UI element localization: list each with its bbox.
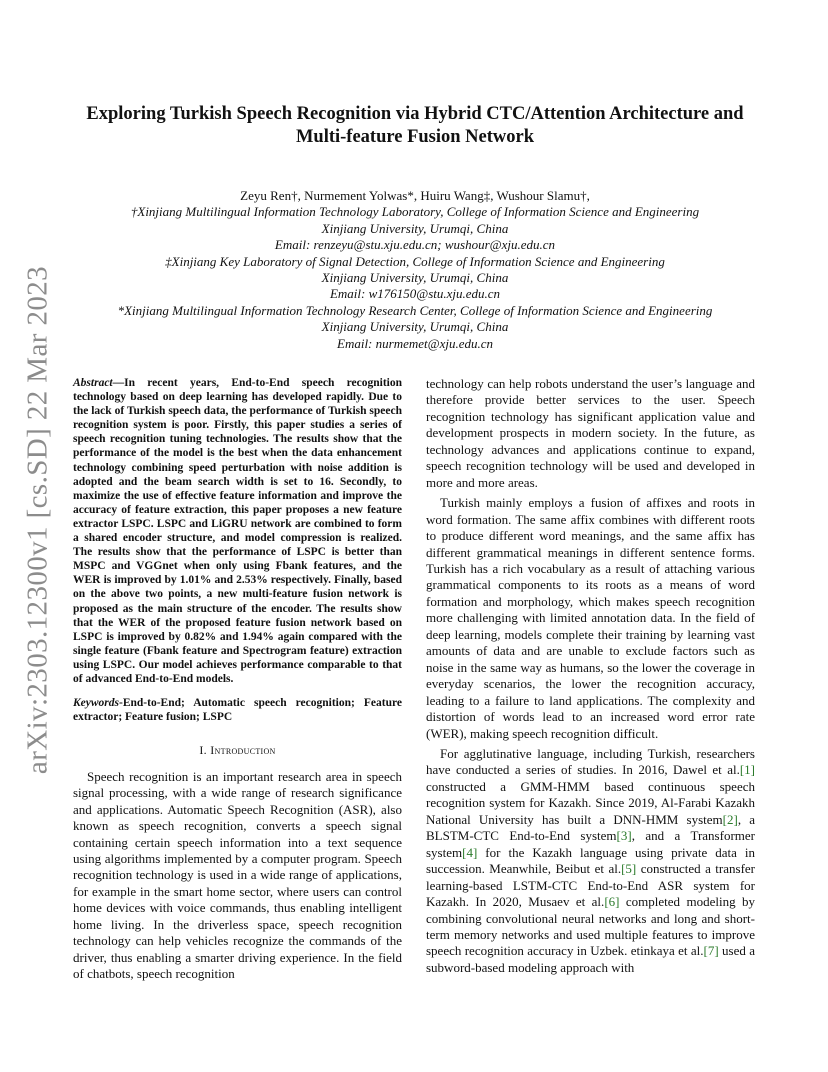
affiliation-line: *Xinjiang Multilingual Information Technology Research Center, College of Information Science and Engineering <box>117 302 713 318</box>
citation-link[interactable]: [5] <box>621 861 637 877</box>
body-paragraph-citations: For agglutinative language, including Turkish, researchers have conducted a series of studies. In 2016, Dawel et al.[1] constructed a GMM-HMM based continuous speech recognition system for Kazakh. Since 2019, Al-Farabi Kazakh National University has built a DNN-HMM system[2], a BLSTM-CTC End-to-End system[3], and a Transformer system[4] for the Kazakh language using private data in succession. Meanwhile, Beibut et al.[5] constructed a transfer learning-based LSTM-CTC End-to-End ASR system for Kazakh. In 2020, Musaev et al.[6] completed modeling by combining convolutional neural networks and long and short-term memory networks and used multiple features to improve speech recognition accuracy in Uzbek. etinkaya et al.[7] used a subword-based modeling approach with <box>426 745 755 975</box>
affiliation-line: ‡Xinjiang Key Laboratory of Signal Detection, College of Information Science and Engineering <box>165 253 665 269</box>
citation-link[interactable]: [3] <box>616 828 632 844</box>
section-title: Introduction <box>210 743 276 758</box>
author-block <box>70 188 760 352</box>
affiliation-line: Xinjiang University, Urumqi, China <box>321 319 509 335</box>
email-line: Email: w176150@stu.xju.edu.cn <box>329 286 501 302</box>
body-paragraph: technology can help robots understand the user’s language and therefore provide better services to the user. Speech recognition technology has significant application value and development prospects in modern society. In the future, as technology advances and applications continue to expand, speech recognition technology will be used and developed in more and more areas. <box>426 376 755 490</box>
email-line: Email: renzeyu@stu.xju.edu.cn; wushour@xju.edu.cn <box>274 237 556 253</box>
affiliation-line: †Xinjiang Multilingual Information Technology Laboratory, College of Information Science and Engineering <box>130 204 700 220</box>
keywords-lead: Keywords <box>73 697 119 710</box>
right-column <box>426 376 755 976</box>
arxiv-side-stamp <box>20 260 56 780</box>
citation-link[interactable]: [4] <box>462 844 478 860</box>
section-number: I. <box>199 743 207 758</box>
keywords <box>73 696 402 724</box>
affiliation-line: Xinjiang University, Urumqi, China <box>321 220 509 236</box>
paper-title: Exploring Turkish Speech Recognition via Hybrid CTC/Attention Architecture and Multi-feature Fusion Network <box>86 104 744 147</box>
arxiv-identifier: arXiv:2303.12300v1 [cs.SD] 22 Mar 2023 <box>21 265 54 775</box>
abstract-text: —In recent years, End-to-End speech recognition technology based on deep learning has developed rapidly. Due to the lack of Turkish speech data, the performance of Turkish speech recognition system is poor. Firstly, this paper studies a series of speech recognition tuning technologies. The results show that the performance of the model is the best when the data enhancement technology combining speed perturbation with noise addition is adopted and the beam search width is set to 16. Secondly, to maximize the use of effective feature information and improve the accuracy of feature extraction, this paper proposes a new feature extractor LSPC. LSPC and LiGRU network are combined to form a shared encoder structure, and model compression is realized. The results show that the performance of LSPC is better than MSPC and VGGnet when only using Fbank features, and the WER is improved by 1.01% and 2.53% respectively. Finally, based on the above two points, a new multi-feature fusion network is proposed as the main structure of the encoder. The results show that the WER of the proposed feature fusion network based on LSPC is improved by 0.82% and 1.94% again compared with the single feature (Fbank feature and Spectrogram feature) extraction using LSPC. Our model achieves performance comparable to that of advanced End-to-End models. <box>73 377 402 685</box>
citation-link[interactable]: [6] <box>604 894 620 910</box>
affiliation-line: Xinjiang University, Urumqi, China <box>321 270 509 286</box>
author-names: Zeyu Ren†, Nurmement Yolwas*, Huiru Wang‡, Wushour Slamu†, <box>240 188 590 203</box>
section-heading-introduction <box>73 742 402 758</box>
citation-link[interactable]: [1] <box>739 762 755 778</box>
left-column <box>73 376 402 983</box>
body-paragraph: Turkish mainly employs a fusion of affixes and roots in word formation. The same affix combines with different roots to produce different word meanings, and the same affix has different grammatical meanings in different sentence forms. Turkish has a rich vocabulary as a result of attaching various grammatical components to its roots as a means of word formation and morphology, which makes speech recognition more challenging with limited annotation data. In the field of deep learning, models complete their training by learning vast amounts of data and are unable to exclude factors such as noise in the same way as humans, so the lower the coverage in everyday scenarios, the lower the recognition accuracy, leading to a failure to land applications. The complexity and distortion of words lead to an increased word error rate (WER), making speech recognition difficult. <box>426 495 755 741</box>
citation-link[interactable]: [2] <box>722 811 738 827</box>
abstract-lead: Abstract <box>73 377 113 389</box>
citation-link[interactable]: [7] <box>703 943 719 959</box>
abstract <box>73 376 402 686</box>
email-line: Email: nurmemet@xju.edu.cn <box>337 335 493 351</box>
keywords-text: -End-to-End; Automatic speech recognition; Feature extractor; Feature fusion; LSPC <box>73 697 402 724</box>
intro-paragraph: Speech recognition is an important research area in speech signal processing, with a wide range of research significance and applications. Automatic Speech Recognition (ASR), also known as speech recognition, converts a speech signal containing certain speech information into a text sequence using algorithms implemented by a computer program. Speech recognition technology is used in a wide range of applications, for example in the smart home sector, where users can control home devices with voice commands, thus enabling intelligent home living. In the driverless space, speech recognition technology can help vehicles recognize the commands of the driver, thus enabling a smarter driving experience. In the field of chatbots, speech recognition <box>73 768 402 982</box>
